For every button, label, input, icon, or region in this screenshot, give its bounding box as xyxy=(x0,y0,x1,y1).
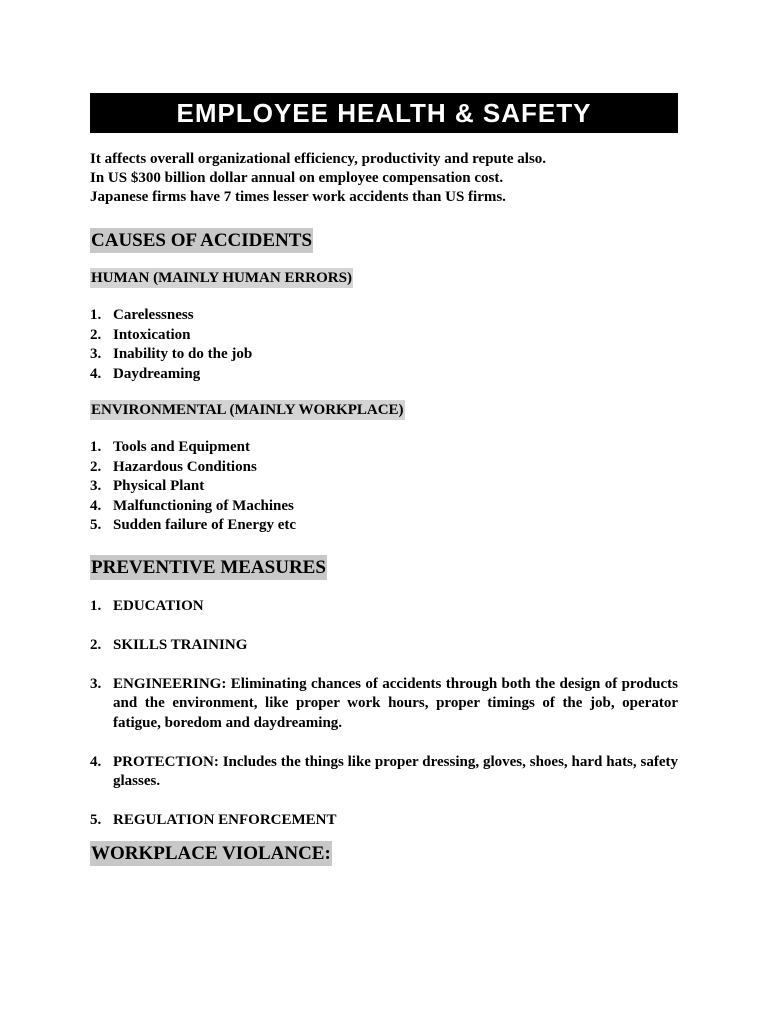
list-number: 2. xyxy=(90,636,102,653)
list-number: 1. xyxy=(90,597,102,614)
list-item xyxy=(90,636,678,656)
list-item xyxy=(90,438,678,458)
list-text: Physical Plant xyxy=(113,478,205,494)
preventive-section xyxy=(90,555,678,580)
list-number: 1. xyxy=(90,439,102,455)
list-number: 3. xyxy=(90,346,102,362)
list-number: 3. xyxy=(90,478,102,494)
human-heading: HUMAN (MAINLY HUMAN ERRORS) xyxy=(91,270,352,286)
list-text: PROTECTION: Includes the things like proper dressing, gloves, shoes, hard hats, safety glasses. xyxy=(113,753,678,789)
list-text: Daydreaming xyxy=(113,365,201,382)
intro-line: It affects overall organizational efficiency, productivity and repute also. xyxy=(90,151,547,167)
intro-line: In US $300 billion dollar annual on employee compensation cost. xyxy=(90,170,504,186)
environmental-heading: ENVIRONMENTAL (MAINLY WORKPLACE) xyxy=(91,402,404,418)
preventive-heading: PREVENTIVE MEASURES xyxy=(91,556,326,578)
list-item xyxy=(90,306,678,326)
list-number: 3. xyxy=(90,675,102,692)
preventive-measures-list xyxy=(90,597,678,831)
environmental-causes-list xyxy=(90,438,678,536)
list-text: SKILLS TRAINING xyxy=(113,636,248,653)
violence-section xyxy=(90,841,678,866)
intro-line: Japanese firms have 7 times lesser work accidents than US firms. xyxy=(90,189,506,205)
violence-heading: WORKPLACE VIOLANCE: xyxy=(91,842,331,864)
list-item xyxy=(90,345,678,365)
list-item xyxy=(90,477,678,497)
list-text: Intoxication xyxy=(113,326,191,343)
list-text: ENGINEERING: Eliminating chances of accidents through both the design of products and the environment, like proper work hours, proper timings of the job, operator fatigue, boredom and daydreaming. xyxy=(113,675,678,731)
list-text: Tools and Equipment xyxy=(113,439,251,455)
human-subsection xyxy=(90,268,678,288)
list-number: 5. xyxy=(90,517,102,533)
list-item xyxy=(90,597,678,617)
list-number: 4. xyxy=(90,753,102,770)
list-text: EDUCATION xyxy=(113,597,204,614)
list-number: 2. xyxy=(90,458,102,475)
list-item xyxy=(90,675,678,734)
list-text: REGULATION ENFORCEMENT xyxy=(113,812,337,828)
list-number: 4. xyxy=(90,497,102,514)
list-number: 2. xyxy=(90,326,102,343)
list-item xyxy=(90,516,678,536)
intro-paragraph xyxy=(90,150,678,207)
list-item xyxy=(90,497,678,517)
list-text: Inability to do the job xyxy=(113,346,253,362)
list-item xyxy=(90,326,678,346)
list-number: 1. xyxy=(90,307,102,323)
list-number: 4. xyxy=(90,365,102,382)
list-text: Sudden failure of Energy etc xyxy=(113,517,297,533)
list-item xyxy=(90,458,678,478)
list-item xyxy=(90,753,678,792)
document-page xyxy=(90,93,678,866)
environmental-subsection xyxy=(90,400,678,420)
human-causes-list xyxy=(90,306,678,384)
causes-heading: CAUSES OF ACCIDENTS xyxy=(91,230,313,251)
list-item xyxy=(90,365,678,385)
list-number: 5. xyxy=(90,812,102,828)
list-text: Hazardous Conditions xyxy=(113,458,257,475)
list-text: Malfunctioning of Machines xyxy=(113,497,294,514)
causes-section xyxy=(90,228,678,253)
list-item xyxy=(90,811,678,831)
list-text: Carelessness xyxy=(113,307,194,323)
page-title: EMPLOYEE HEALTH & SAFETY xyxy=(90,93,678,133)
